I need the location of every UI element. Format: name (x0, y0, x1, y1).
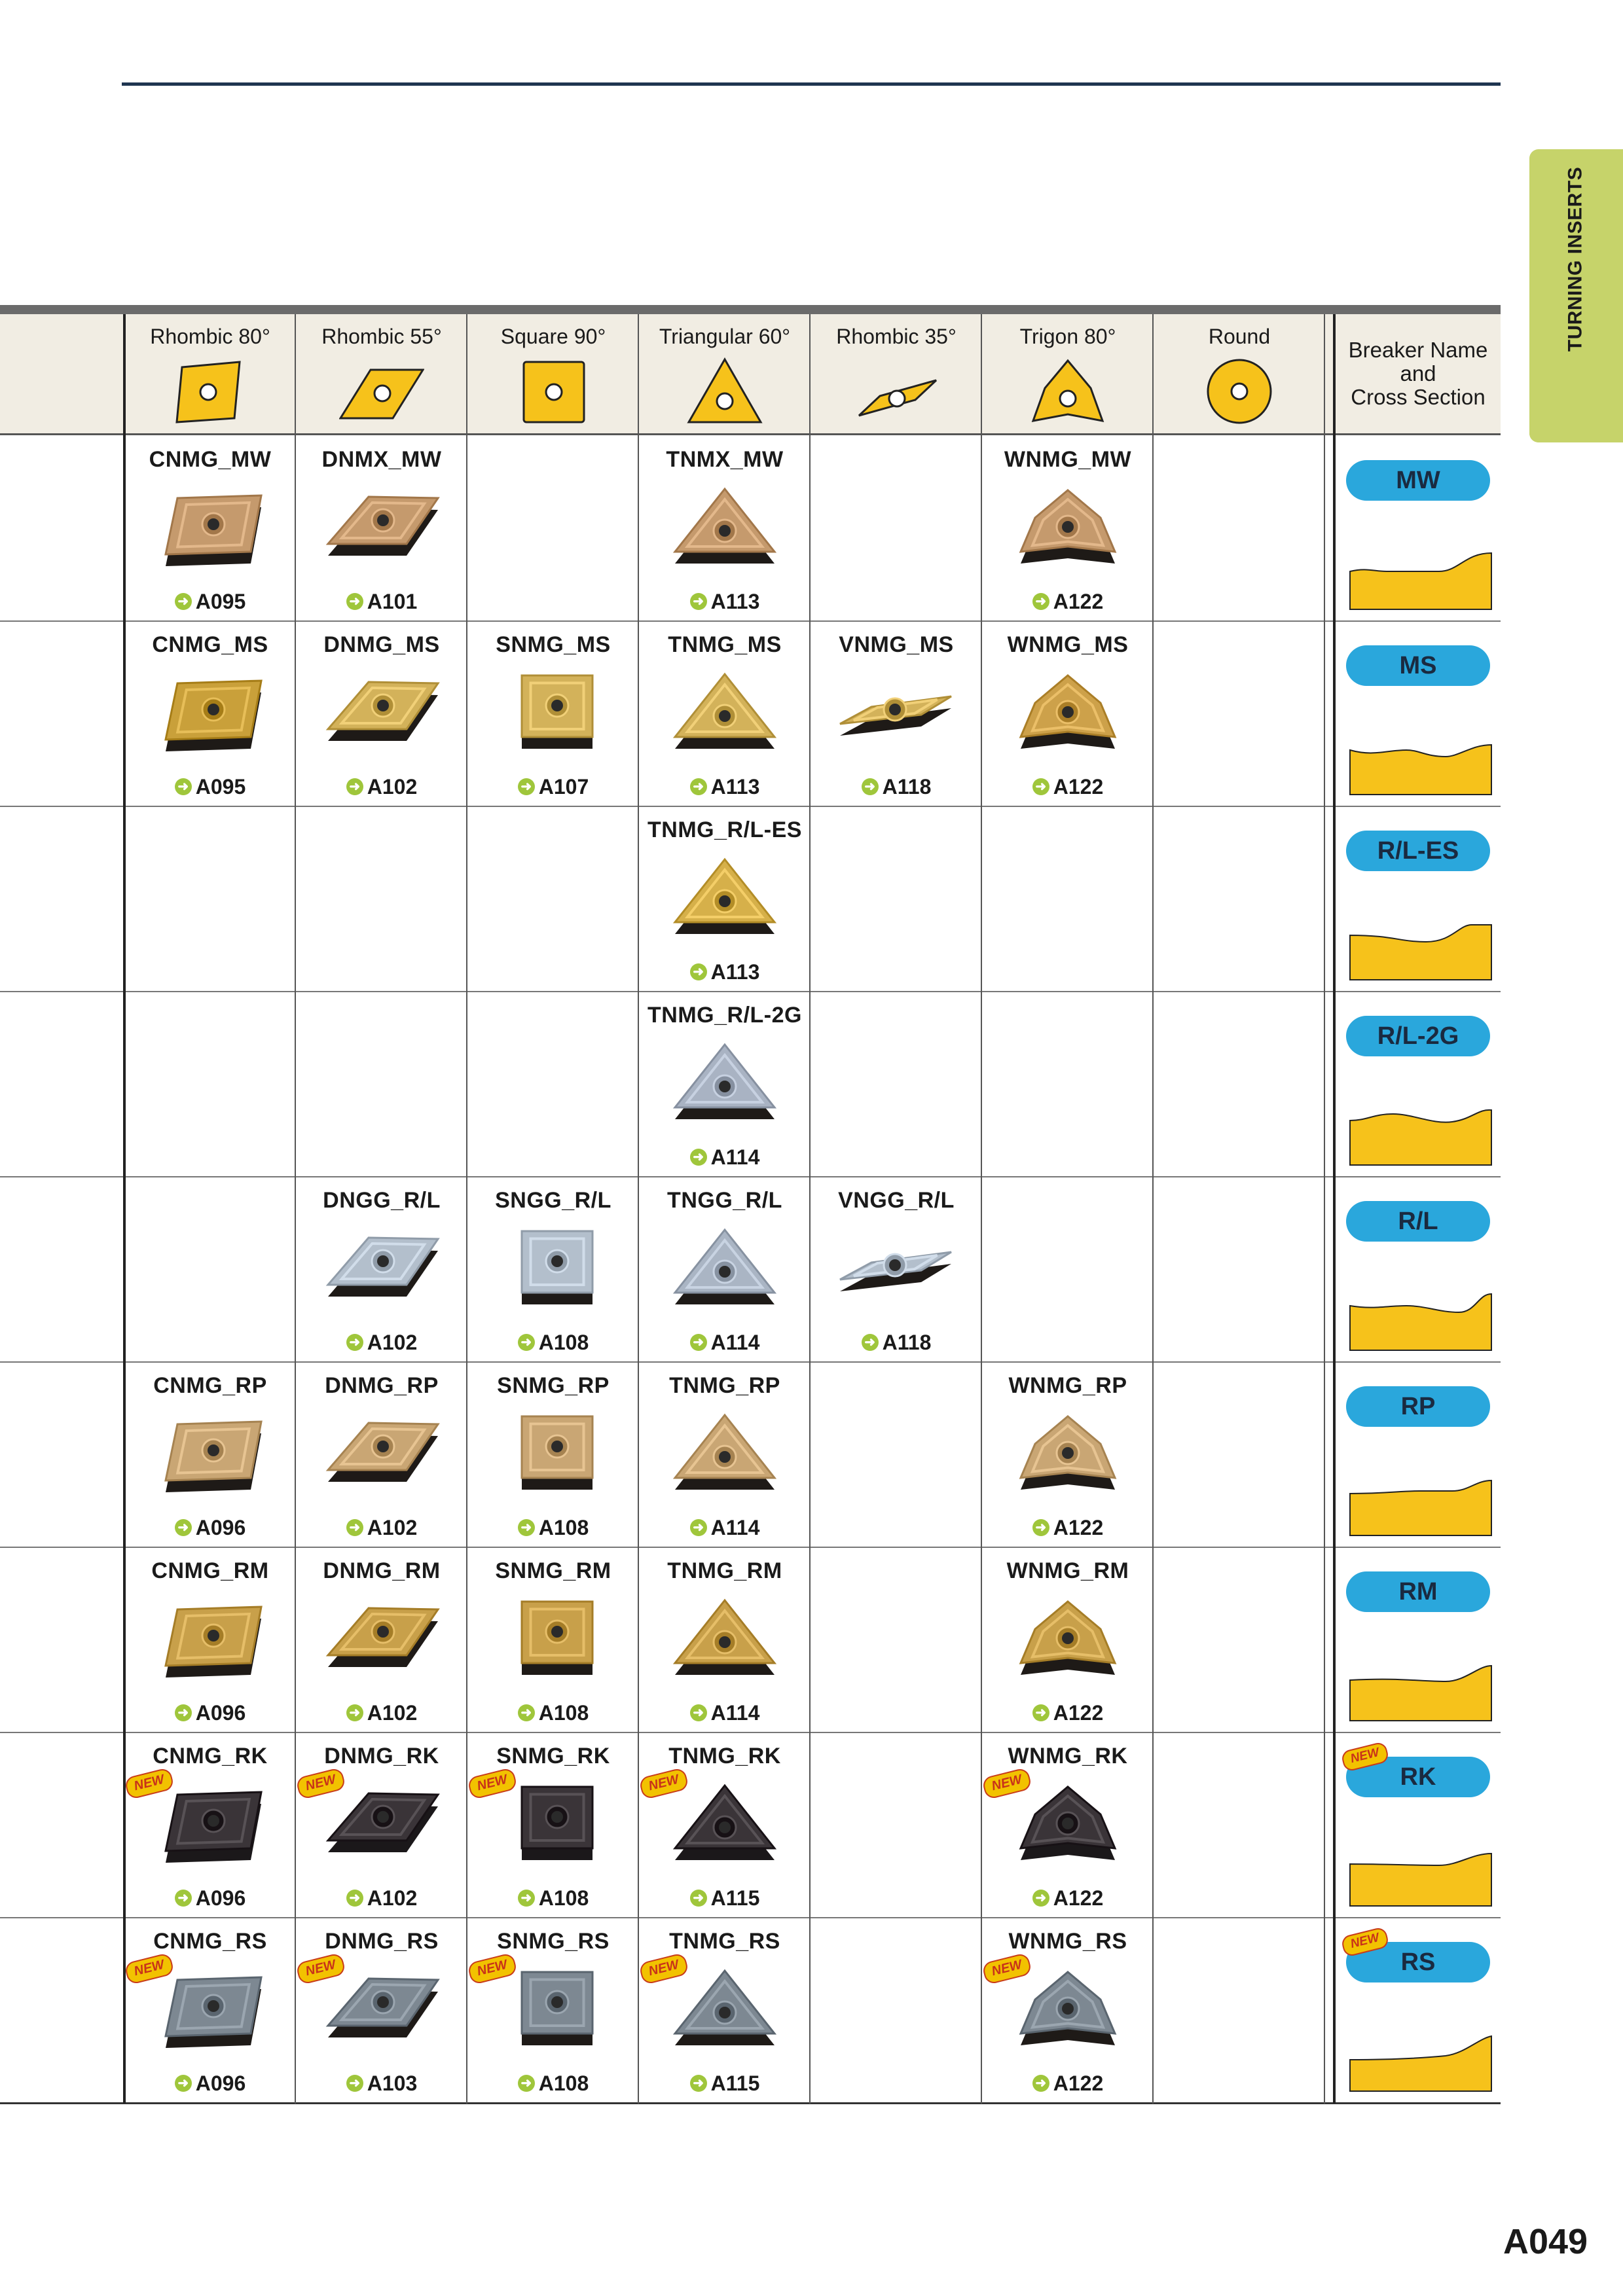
page-reference-link[interactable] (467, 1701, 639, 1725)
page-reference-text: A108 (538, 1886, 589, 1910)
breaker-header (1336, 314, 1501, 433)
column-header-label: Trigon 80° (1019, 325, 1116, 348)
page-reference-text: A107 (538, 775, 589, 798)
insert-name: CNMG_RP (153, 1373, 267, 1398)
insert-image (1009, 1410, 1127, 1508)
insert-image (1009, 669, 1127, 767)
arrow-right-icon: ➜ (690, 593, 707, 610)
new-badge: NEW (981, 1952, 1032, 1985)
insert-cell[interactable] (982, 620, 1154, 806)
arrow-right-icon: ➜ (346, 2075, 363, 2092)
insert-image (666, 1965, 784, 2064)
insert-image (1009, 1595, 1127, 1693)
column-divider (638, 314, 639, 2104)
page-reference-link[interactable] (639, 2072, 811, 2096)
round-icon (1197, 355, 1282, 427)
arrow-right-icon: ➜ (518, 778, 535, 795)
arrow-right-icon: ➜ (518, 1519, 535, 1536)
insert-name: CNMG_RK (153, 1744, 268, 1768)
insert-name: VNGG_R/L (838, 1188, 955, 1213)
rhombic-55-icon (339, 355, 424, 427)
page-reference-text: A102 (367, 1886, 418, 1910)
insert-cell[interactable] (982, 1547, 1154, 1732)
page-reference-link[interactable] (639, 1145, 811, 1170)
cross-section-icon (1347, 2034, 1493, 2092)
new-badge: NEW (295, 1952, 346, 1985)
breaker-cell (1336, 435, 1501, 621)
breaker-header-line1: Breaker Name (1348, 338, 1488, 362)
insert-name: WNMG_RM (1006, 1558, 1129, 1583)
insert-name: DNMG_RS (325, 1929, 439, 1954)
insert-image (323, 669, 441, 767)
breaker-cell (1336, 1361, 1501, 1547)
column-header (982, 314, 1154, 433)
page-reference-link[interactable] (124, 1516, 296, 1540)
insert-cell[interactable] (639, 1917, 811, 2103)
page-reference-text: A113 (710, 590, 760, 613)
arrow-right-icon: ➜ (690, 2075, 707, 2092)
arrow-right-icon: ➜ (346, 1704, 363, 1721)
insert-cell[interactable] (811, 1176, 982, 1362)
insert-name: CNMG_RM (151, 1558, 269, 1583)
insert-name: DNMG_RM (323, 1558, 441, 1583)
arrow-right-icon: ➜ (175, 593, 192, 610)
insert-name: TNMG_RP (669, 1373, 780, 1398)
page-reference-link[interactable] (124, 590, 296, 614)
arrow-right-icon: ➜ (862, 1334, 879, 1351)
arrow-right-icon: ➜ (690, 1890, 707, 1907)
breaker-name-pill: MS (1346, 645, 1490, 686)
insert-cell[interactable] (124, 1917, 296, 2103)
breaker-header-line2: and (1400, 361, 1436, 386)
breaker-cell (1336, 1176, 1501, 1362)
arrow-right-icon: ➜ (690, 963, 707, 980)
insert-cell[interactable] (124, 620, 296, 806)
insert-image (151, 1780, 269, 1878)
page-reference-link[interactable] (296, 1331, 467, 1355)
insert-cell[interactable] (124, 435, 296, 621)
arrow-right-icon: ➜ (175, 1704, 192, 1721)
page-reference-text: A096 (195, 1516, 246, 1539)
arrow-right-icon: ➜ (1032, 778, 1049, 795)
cross-section-icon (1347, 1293, 1493, 1352)
breaker-name-pill: R/L-ES (1346, 831, 1490, 871)
page-reference-text: A122 (1053, 1516, 1104, 1539)
new-badge: NEW (638, 1952, 689, 1985)
new-badge: NEW (981, 1767, 1032, 1800)
insert-cell[interactable] (296, 1917, 467, 2103)
column-header (124, 314, 296, 433)
arrow-right-icon: ➜ (346, 1334, 363, 1351)
breaker-column-divider (1333, 314, 1336, 2104)
arrow-right-icon: ➜ (690, 1519, 707, 1536)
insert-name: DNMG_MS (323, 632, 440, 657)
page-reference-link[interactable] (124, 2072, 296, 2096)
insert-image (494, 1410, 612, 1508)
insert-image (837, 1225, 955, 1323)
breaker-name-pill: RM (1346, 1571, 1490, 1612)
page-reference-link[interactable] (467, 2072, 639, 2096)
insert-name: DNMX_MW (321, 447, 442, 472)
insert-cell[interactable] (639, 435, 811, 621)
insert-cell[interactable] (639, 806, 811, 992)
page-reference-text: A122 (1053, 590, 1104, 613)
page-reference-link[interactable] (982, 1701, 1154, 1725)
page-reference-text: A095 (195, 590, 246, 613)
page-reference-text: A108 (538, 1516, 589, 1539)
page-reference-text: A095 (195, 775, 246, 798)
page-reference-text: A114 (710, 1331, 760, 1354)
arrow-right-icon: ➜ (518, 1334, 535, 1351)
insert-cell[interactable] (811, 620, 982, 806)
insert-name: WNMG_RK (1008, 1744, 1128, 1768)
breaker-name-pill: MW (1346, 460, 1490, 501)
page-reference-text: A115 (710, 1886, 760, 1910)
page-reference-text: A108 (538, 1331, 589, 1354)
insert-image (1009, 484, 1127, 582)
insert-cell[interactable] (296, 1176, 467, 1362)
insert-cell[interactable] (296, 1547, 467, 1732)
insert-name: SNMG_RK (496, 1744, 610, 1768)
insert-image (323, 1225, 441, 1323)
insert-cell[interactable] (467, 620, 639, 806)
new-badge: NEW (124, 1952, 175, 1985)
arrow-right-icon: ➜ (690, 778, 707, 795)
column-header-label: Triangular 60° (659, 325, 791, 348)
column-header-label: Rhombic 55° (321, 325, 442, 348)
insert-cell[interactable] (296, 435, 467, 621)
arrow-right-icon: ➜ (690, 1149, 707, 1166)
page-reference-text: A102 (367, 1516, 418, 1539)
new-badge: NEW (124, 1767, 175, 1800)
insert-cell[interactable] (639, 1732, 811, 1918)
insert-cell[interactable] (639, 620, 811, 806)
page-reference-link[interactable] (296, 775, 467, 799)
table-header (0, 314, 1501, 435)
page-reference-link[interactable] (639, 590, 811, 614)
insert-image (151, 1410, 269, 1508)
cross-section-icon (1347, 1663, 1493, 1722)
insert-name: SNMG_MS (496, 632, 611, 657)
page-reference-text: A108 (538, 1701, 589, 1725)
insert-cell[interactable] (982, 1917, 1154, 2103)
insert-cell[interactable] (124, 1732, 296, 1918)
arrow-right-icon: ➜ (1032, 1519, 1049, 1536)
page-reference-link[interactable] (639, 775, 811, 799)
page-reference-text: A102 (367, 1701, 418, 1725)
table-top-bar (0, 305, 1501, 314)
column-divider (1152, 314, 1154, 2104)
insert-cell[interactable] (467, 1547, 639, 1732)
insert-image (494, 669, 612, 767)
page-reference-link[interactable] (639, 960, 811, 984)
insert-name: WNMG_MS (1007, 632, 1129, 657)
new-badge: NEW (467, 1952, 518, 1985)
page-reference-link[interactable] (982, 590, 1154, 614)
insert-image (666, 1595, 784, 1693)
arrow-right-icon: ➜ (346, 593, 363, 610)
page-reference-link[interactable] (124, 775, 296, 799)
breaker-cell (1336, 1547, 1501, 1732)
insert-image (666, 1039, 784, 1138)
arrow-right-icon: ➜ (690, 1334, 707, 1351)
page-reference-link[interactable] (124, 1886, 296, 1910)
insert-image (494, 1965, 612, 2064)
rhombic-35-icon (854, 355, 939, 427)
page-reference-text: A114 (710, 1516, 760, 1539)
insert-cell[interactable] (296, 1361, 467, 1547)
page-reference-link[interactable] (811, 775, 982, 799)
page-reference-link[interactable] (982, 1886, 1154, 1910)
page-reference-link[interactable] (296, 2072, 467, 2096)
cross-section-icon (1347, 1107, 1493, 1166)
cross-section-icon (1347, 922, 1493, 981)
arrow-right-icon: ➜ (175, 2075, 192, 2092)
new-badge: NEW (295, 1767, 346, 1800)
insert-image (666, 669, 784, 767)
column-divider (123, 314, 126, 2104)
triangular-60-icon (682, 355, 767, 427)
insert-name: DNGG_R/L (323, 1188, 441, 1213)
insert-image (494, 1595, 612, 1693)
breaker-name-pill: RP (1346, 1386, 1490, 1427)
page-reference-text: A118 (882, 775, 932, 798)
arrow-right-icon: ➜ (175, 1519, 192, 1536)
insert-image (323, 1595, 441, 1693)
page-reference-link[interactable] (982, 1516, 1154, 1540)
page-reference-text: A102 (367, 775, 418, 798)
page-reference-link[interactable] (811, 1331, 982, 1355)
insert-image (666, 1780, 784, 1878)
page-reference-link[interactable] (639, 1331, 811, 1355)
column-divider (809, 314, 811, 2104)
insert-name: TNMG_MS (668, 632, 782, 657)
insert-cell[interactable] (124, 1547, 296, 1732)
page-reference-text: A102 (367, 1331, 418, 1354)
page-reference-text: A122 (1053, 2072, 1104, 2095)
section-tab-label: TURNING INSERTS (1564, 166, 1586, 352)
insert-name: TNMG_RM (667, 1558, 782, 1583)
page-reference-link[interactable] (982, 775, 1154, 799)
insert-image (666, 854, 784, 952)
insert-name: SNMG_RP (497, 1373, 610, 1398)
page-reference-text: A115 (710, 2072, 760, 2095)
insert-cell[interactable] (296, 1732, 467, 1918)
insert-name: SNMG_RM (495, 1558, 611, 1583)
column-header (639, 314, 811, 433)
cross-section-icon (1347, 1478, 1493, 1537)
column-header (811, 314, 982, 433)
trigon-80-icon (1025, 355, 1110, 427)
arrow-right-icon: ➜ (346, 1890, 363, 1907)
cross-section-icon (1347, 552, 1493, 611)
page-reference-link[interactable] (982, 2072, 1154, 2096)
page-reference-text: A113 (710, 775, 760, 798)
insert-name: CNMG_MS (152, 632, 268, 657)
column-divider (1324, 314, 1325, 2104)
insert-image (494, 1780, 612, 1878)
arrow-right-icon: ➜ (175, 1890, 192, 1907)
column-divider (466, 314, 467, 2104)
insert-image (151, 669, 269, 767)
rhombic-80-icon (168, 355, 253, 427)
new-badge: NEW (638, 1767, 689, 1800)
page-reference-text: A122 (1053, 1886, 1104, 1910)
insert-name: TNMX_MW (666, 447, 784, 472)
insert-cell[interactable] (639, 1547, 811, 1732)
insert-name: WNMG_MW (1004, 447, 1132, 472)
column-header-label: Rhombic 35° (836, 325, 957, 348)
breaker-cell (1336, 806, 1501, 992)
page-reference-text: A114 (710, 1701, 760, 1725)
insert-name: WNMG_RP (1008, 1373, 1127, 1398)
column-divider (981, 314, 982, 2104)
page-reference-text: A096 (195, 2072, 246, 2095)
insert-name: TNGG_R/L (667, 1188, 782, 1213)
arrow-right-icon: ➜ (1032, 1890, 1049, 1907)
breaker-name-pill: RK (1346, 1757, 1490, 1797)
insert-name: SNGG_R/L (495, 1188, 611, 1213)
page-reference-text: A096 (195, 1701, 246, 1725)
page-reference-text: A101 (367, 590, 418, 613)
insert-name: CNMG_RS (153, 1929, 267, 1954)
page-reference-text: A122 (1053, 775, 1104, 798)
insert-name: TNMG_R/L-ES (647, 817, 802, 842)
insert-cell[interactable] (296, 620, 467, 806)
column-header-label: Round (1208, 325, 1271, 348)
page-reference-text: A096 (195, 1886, 246, 1910)
page-reference-link[interactable] (296, 590, 467, 614)
page-reference-text: A118 (882, 1331, 932, 1354)
insert-image (151, 484, 269, 582)
insert-name: TNMG_RS (669, 1929, 780, 1954)
breaker-cell (1336, 1917, 1501, 2103)
insert-name: SNMG_RS (497, 1929, 610, 1954)
arrow-right-icon: ➜ (862, 778, 879, 795)
insert-image (1009, 1965, 1127, 2064)
breaker-name-pill: RS (1346, 1942, 1490, 1982)
column-divider (295, 314, 296, 2104)
page-reference-link[interactable] (639, 1886, 811, 1910)
page-reference-text: A108 (538, 2072, 589, 2095)
insert-image (151, 1595, 269, 1693)
top-rule (122, 82, 1501, 86)
arrow-right-icon: ➜ (346, 778, 363, 795)
row-divider (0, 2102, 1501, 2104)
column-header (296, 314, 467, 433)
insert-name: DNMG_RK (324, 1744, 439, 1768)
page-reference-link[interactable] (296, 1886, 467, 1910)
square-90-icon (511, 355, 596, 427)
arrow-right-icon: ➜ (1032, 1704, 1049, 1721)
arrow-right-icon: ➜ (1032, 593, 1049, 610)
insert-name: TNMG_R/L-2G (647, 1003, 802, 1028)
insert-cell[interactable] (982, 1361, 1154, 1547)
insert-image (323, 1965, 441, 2064)
arrow-right-icon: ➜ (175, 778, 192, 795)
breaker-cell (1336, 620, 1501, 806)
page-reference-link[interactable] (467, 1516, 639, 1540)
insert-cell[interactable] (639, 1176, 811, 1362)
new-badge: NEW (1340, 1926, 1390, 1958)
insert-name: WNMG_RS (1008, 1929, 1127, 1954)
insert-image (323, 1410, 441, 1508)
section-tab-extension (1529, 268, 1566, 442)
page-reference-text: A113 (710, 960, 760, 984)
arrow-right-icon: ➜ (1032, 2075, 1049, 2092)
column-header-label: Square 90° (500, 325, 606, 348)
page-reference-link[interactable] (467, 775, 639, 799)
page-reference-text: A103 (367, 2072, 418, 2095)
page-reference-link[interactable] (296, 1516, 467, 1540)
insert-cell[interactable] (467, 1176, 639, 1362)
new-badge: NEW (1340, 1741, 1390, 1772)
arrow-right-icon: ➜ (690, 1704, 707, 1721)
breaker-name-pill: R/L-2G (1346, 1016, 1490, 1056)
arrow-right-icon: ➜ (518, 1890, 535, 1907)
page-reference-link[interactable] (296, 1701, 467, 1725)
insert-cell[interactable] (124, 1361, 296, 1547)
page-number: A049 (1503, 2222, 1588, 2261)
insert-name: VNMG_MS (839, 632, 954, 657)
insert-cell[interactable] (467, 1732, 639, 1918)
insert-name: DNMG_RP (325, 1373, 439, 1398)
page-reference-link[interactable] (467, 1331, 639, 1355)
insert-cell[interactable] (639, 991, 811, 1177)
cross-section-icon (1347, 737, 1493, 796)
insert-image (666, 1410, 784, 1508)
insert-image (494, 1225, 612, 1323)
column-header-label: Rhombic 80° (150, 325, 270, 348)
page-reference-text: A114 (710, 1145, 760, 1169)
section-tab-label-wrap (1562, 161, 1588, 357)
breaker-cell (1336, 991, 1501, 1177)
insert-cell[interactable] (639, 1361, 811, 1547)
breaker-name-pill: R/L (1346, 1201, 1490, 1242)
breaker-cell (1336, 1732, 1501, 1918)
cross-section-icon (1347, 1848, 1493, 1907)
insert-image (323, 1780, 441, 1878)
insert-image (1009, 1780, 1127, 1878)
breaker-header-line3: Cross Section (1351, 385, 1486, 409)
insert-cell[interactable] (982, 1732, 1154, 1918)
arrow-right-icon: ➜ (346, 1519, 363, 1536)
page-reference-link[interactable] (639, 1701, 811, 1725)
column-header (1154, 314, 1325, 433)
new-badge: NEW (467, 1767, 518, 1800)
arrow-right-icon: ➜ (518, 2075, 535, 2092)
insert-name: TNMG_RK (668, 1744, 781, 1768)
page-reference-text: A122 (1053, 1701, 1104, 1725)
insert-name: CNMG_MW (149, 447, 272, 472)
insert-image (666, 484, 784, 582)
insert-image (666, 1225, 784, 1323)
arrow-right-icon: ➜ (518, 1704, 535, 1721)
page-reference-link[interactable] (639, 1516, 811, 1540)
insert-cell[interactable] (467, 1917, 639, 2103)
insert-cell[interactable] (467, 1361, 639, 1547)
page-reference-link[interactable] (124, 1701, 296, 1725)
insert-image (151, 1965, 269, 2064)
insert-image (837, 669, 955, 767)
insert-cell[interactable] (982, 435, 1154, 621)
column-header (467, 314, 639, 433)
insert-image (323, 484, 441, 582)
page-reference-link[interactable] (467, 1886, 639, 1910)
